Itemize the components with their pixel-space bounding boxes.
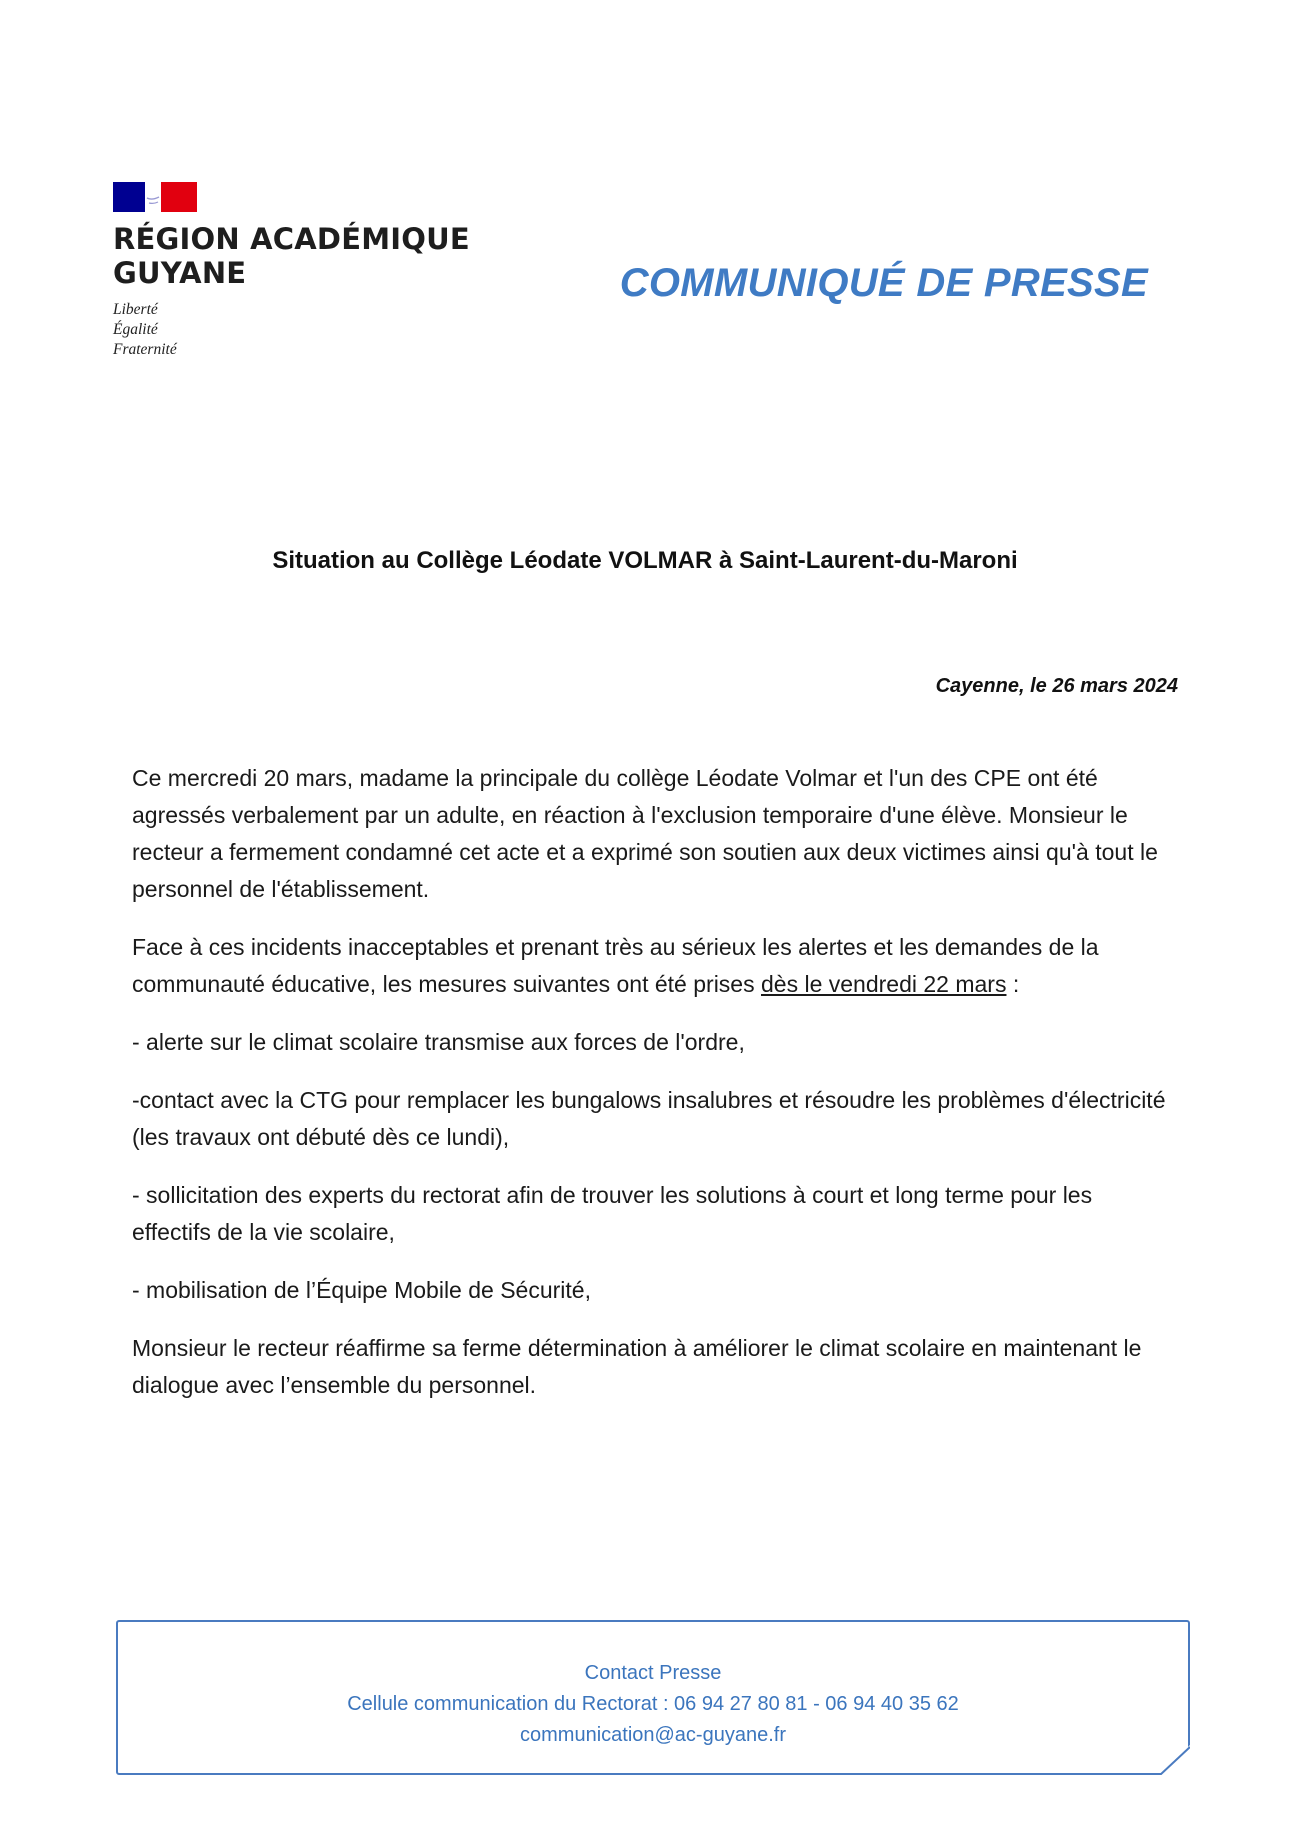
- org-name-line1: RÉGION ACADÉMIQUE: [113, 222, 470, 256]
- motto-egalite: Égalité: [113, 321, 158, 338]
- dateline: Cayenne, le 26 mars 2024: [935, 675, 1178, 697]
- republic-logo-block: [113, 182, 470, 360]
- measure-item: - mobilisation de l’Équipe Mobile de Sécurité,: [132, 1277, 591, 1303]
- paragraph-incident: Ce mercredi 20 mars, madame la principale du collège Léodate Volmar et l'un des CPE ont été agressés verbalement par un adulte, en réaction à l'exclusion temporaire d'une élève. Monsieur le recteur a fermement condamné cet acte et a exprimé son soutien aux deux victimes ainsi qu'à tout le personnel de l'établissement.: [132, 765, 1158, 902]
- contact-phones: Cellule communication du Rectorat : 06 94 27 80 81 - 06 94 40 35 62: [347, 1693, 959, 1715]
- republic-motto: [113, 300, 470, 360]
- document-body: [132, 760, 1172, 1425]
- organization-name: [113, 222, 470, 290]
- measure-item: -contact avec la CTG pour remplacer les bungalows insalubres et résoudre les problèmes d'électricité (les travaux ont débuté dès ce lundi),: [132, 1087, 1166, 1150]
- org-name-line2: GUYANE: [113, 256, 247, 290]
- document-title: Situation au Collège Léodate VOLMAR à Saint-Laurent-du-Maroni: [272, 547, 1018, 574]
- motto-fraternite: Fraternité: [113, 341, 177, 358]
- marianne-profile-icon: [133, 182, 173, 212]
- press-contact-box: [116, 1620, 1190, 1775]
- measures-intro-end: :: [1006, 971, 1020, 997]
- paragraph-measures-intro: [132, 929, 1172, 1003]
- contact-email: communication@ac-guyane.fr: [520, 1724, 786, 1746]
- measure-item: - alerte sur le climat scolaire transmise aux forces de l'ordre,: [132, 1029, 745, 1055]
- measure-item: - sollicitation des experts du rectorat afin de trouver les solutions à court et long terme pour les effectifs de la vie scolaire,: [132, 1182, 1093, 1245]
- measures-date-underlined: dès le vendredi 22 mars: [761, 971, 1007, 997]
- paragraph-closing: Monsieur le recteur réaffirme sa ferme détermination à améliorer le climat scolaire en maintenant le dialogue avec l’ensemble du personnel.: [132, 1335, 1142, 1398]
- contact-heading: Contact Presse: [584, 1662, 722, 1684]
- motto-liberte: Liberté: [113, 301, 158, 318]
- measures-intro-text: Face à ces incidents inacceptables et prenant très au sérieux les alertes et les demandes de la communauté éducative, les mesures suivantes ont été prises: [132, 934, 1099, 997]
- page-fold-corner-icon: [1160, 1745, 1190, 1775]
- marianne-flag-icon: [113, 182, 197, 212]
- press-release-label: COMMUNIQUÉ DE PRESSE: [619, 261, 1148, 305]
